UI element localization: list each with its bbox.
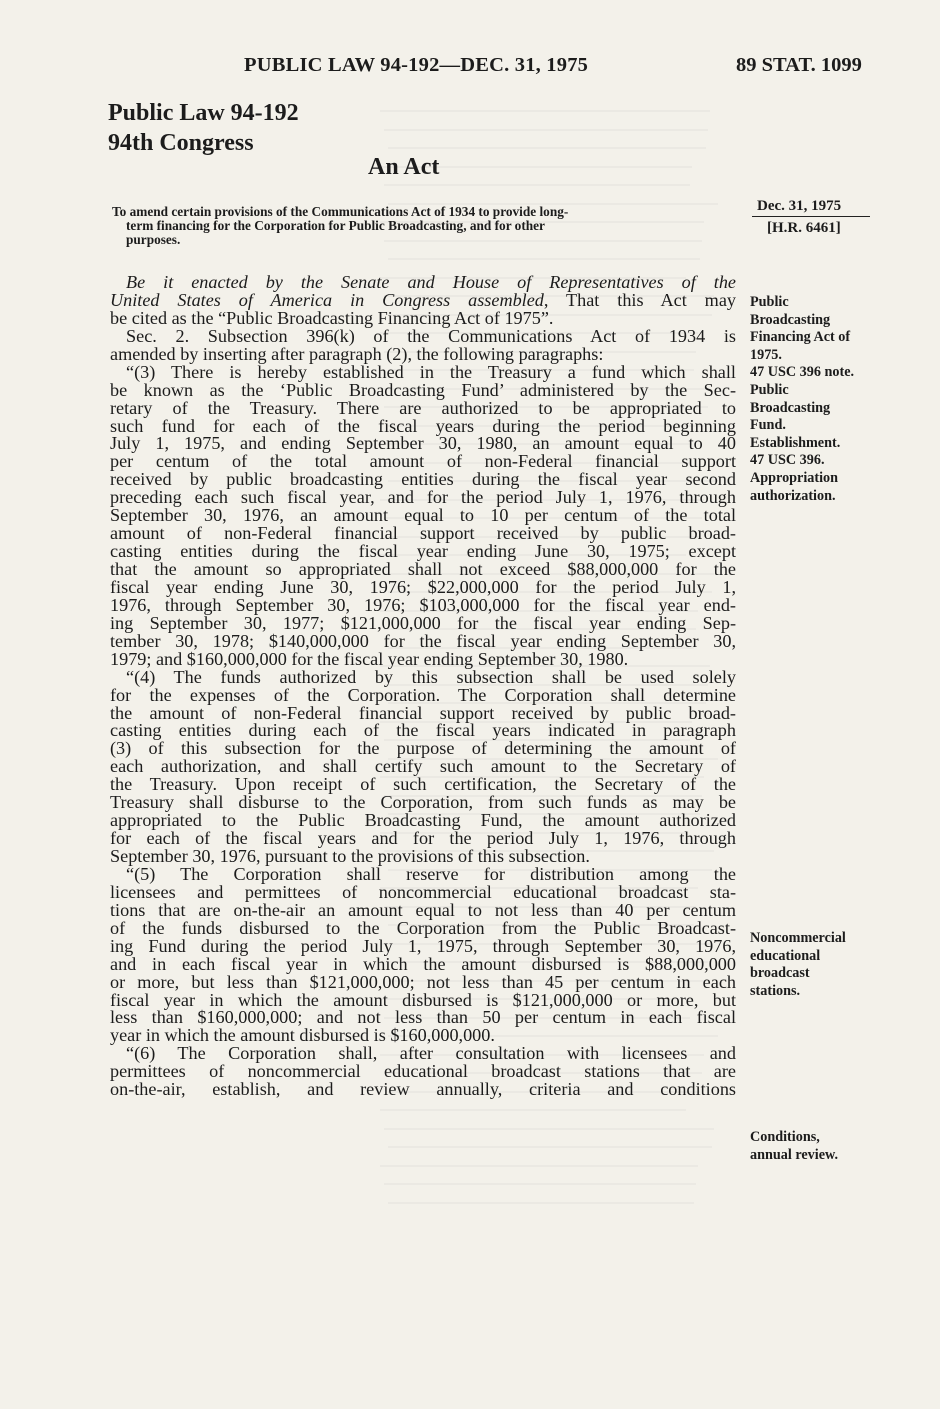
- body-line: received by public broadcasting entities during the fiscal year second: [110, 469, 736, 490]
- margin-note-line: Financing Act of: [750, 329, 851, 346]
- date-divider: [752, 216, 870, 217]
- margin-note-line: Appropriation: [750, 469, 839, 486]
- body-line: Sec. 2. Subsection 396(k) of the Communications Act of 1934 is: [126, 325, 736, 346]
- margin-note-line: 47 USC 396.: [750, 452, 825, 469]
- body-line: be known as the ‘Public Broadcasting Fund’ administered by the Sec-: [110, 379, 736, 400]
- body-line: July 1, 1975, and ending September 30, 1980, an amount equal to 40: [110, 433, 736, 454]
- body-line: for the expenses of the Corporation. The Corporation shall determine: [110, 684, 736, 705]
- body-line: each authorization, and shall certify such amount to the Secretary of: [110, 756, 736, 777]
- body-line: or more, but less than $121,000,000; not less than 45 per centum in each: [110, 971, 736, 992]
- congress-label: 94th Congress: [108, 130, 254, 156]
- body-line: “(6) The Corporation shall, after consultation with licensees and: [126, 1043, 736, 1064]
- body-line: “(5) The Corporation shall reserve for distribution among the: [126, 863, 736, 884]
- body-line: amended by inserting after paragraph (2), the following paragraphs:: [110, 343, 604, 364]
- body-line: and in each fiscal year in which the amount disbursed is $88,000,000: [110, 953, 736, 974]
- body-line: appropriated to the Public Broadcasting Fund, the amount authorized: [110, 810, 736, 831]
- body-line: “(4) The funds authorized by this subsection shall be used solely: [126, 666, 736, 687]
- purpose-line: To amend certain provisions of the Communications Act of 1934 to provide long-: [112, 204, 569, 219]
- margin-note-line: annual review.: [750, 1146, 839, 1163]
- body-line: September 30, 1976, an amount equal to 10 per centum of the total: [110, 505, 736, 526]
- body-line: tember 30, 1978; $140,000,000 for the fiscal year ending September 30,: [110, 630, 736, 651]
- body-line: Treasury shall disburse to the Corporation, from such funds as may be: [110, 792, 736, 813]
- margin-note-line: educational: [750, 947, 821, 964]
- margin-note-line: Noncommercial: [750, 930, 846, 946]
- body-line: 1976, through September 30, 1976; $103,000,000 for the fiscal year end-: [110, 594, 736, 615]
- body-line: fiscal year ending June 30, 1976; $22,000,000 for the period July 1,: [110, 576, 736, 597]
- body-line: such fund for each of the fiscal years during the period beginning: [110, 415, 736, 436]
- body-line: fiscal year in which the amount disbursed is $121,000,000 or more, but: [110, 989, 736, 1010]
- margin-note-conditions: [750, 1129, 880, 1164]
- enactment-date: Dec. 31, 1975: [757, 198, 842, 214]
- body-line: the Treasury. Upon receipt of such certification, the Secretary of the: [110, 774, 736, 795]
- margin-note-line: authorization.: [750, 487, 836, 504]
- body-line: year in which the amount disbursed is $160,000,000.: [110, 1025, 495, 1046]
- margin-note-line: 1975.: [750, 346, 782, 363]
- body-line: casting entities during each of the fiscal years indicated in paragraph: [110, 720, 736, 741]
- body-line: of the funds disbursed to the Corporation from the Public Broadcast-: [110, 917, 736, 938]
- body-line: 1979; and $160,000,000 for the fiscal year ending September 30, 1980.: [110, 648, 629, 669]
- margin-note-line: 47 USC 396 note.: [750, 364, 855, 381]
- margin-note-line: Broadcasting: [750, 311, 831, 328]
- margin-note-line: Broadcasting: [750, 399, 831, 416]
- act-label: An Act: [368, 154, 440, 180]
- purpose-line: term financing for the Corporation for Public Broadcasting, and for other: [126, 218, 545, 234]
- margin-note-financing: [750, 294, 880, 505]
- body-line: ing September 30, 1977; $121,000,000 for the fiscal year ending Sep-: [110, 612, 736, 633]
- body-line: on-the-air, establish, and review annually, criteria and conditions: [110, 1079, 736, 1100]
- body-line: Be it enacted by the Senate and House of Representatives of the: [126, 272, 736, 292]
- bill-number: [H.R. 6461]: [767, 220, 841, 236]
- purpose-clause: [112, 205, 734, 248]
- margin-note-line: Public: [750, 381, 789, 398]
- page-reference: 89 STAT. 1099: [736, 54, 862, 76]
- body-line: permittees of noncommercial educational broadcast stations that are: [110, 1061, 736, 1082]
- body-line: preceding each such fiscal year, and for the period July 1, 1976, through: [110, 487, 736, 508]
- body-line: be cited as the “Public Broadcasting Financing Act of 1975”.: [110, 307, 554, 328]
- body-line: the amount of non-Federal financial support received by public broad-: [110, 702, 736, 723]
- body-line: amount of non-Federal financial support received by public broad-: [110, 523, 736, 544]
- body-line: tions that are on-the-air an amount equal to not less than 40 per centum: [110, 899, 736, 920]
- margin-note-line: broadcast: [750, 965, 810, 982]
- body-line: (3) of this subsection for the purpose of determining the amount of: [110, 738, 736, 759]
- body-line: “(3) There is hereby established in the Treasury a fund which shall: [126, 361, 736, 382]
- purpose-line: purposes.: [126, 232, 181, 248]
- body-line: licensees and permittees of noncommercial educational broadcast sta-: [110, 881, 736, 902]
- body-line: retary of the Treasury. There are authorized to be appropriated to: [110, 397, 736, 418]
- body-line: that the amount so appropriated shall not exceed $88,000,000 for the: [110, 559, 736, 579]
- act-body: [110, 274, 736, 1099]
- running-title: PUBLIC LAW 94-192—DEC. 31, 1975: [244, 54, 589, 76]
- margin-note-line: stations.: [750, 982, 801, 999]
- body-line: ing Fund during the period July 1, 1975, through September 30, 1976,: [110, 935, 736, 956]
- body-line: casting entities during the fiscal year ending June 30, 1975; except: [110, 541, 736, 562]
- law-number: Public Law 94-192: [108, 100, 299, 126]
- margin-note-line: Fund.: [750, 417, 786, 434]
- body-line: per centum of the total amount of non-Federal financial support: [110, 451, 736, 472]
- body-line: United States of America in Congress assembled, That this Act may: [110, 289, 736, 310]
- margin-note-line: Public: [750, 294, 789, 310]
- body-line: for each of the fiscal years and for the period July 1, 1976, through: [110, 828, 736, 849]
- margin-note-noncommercial: [750, 930, 880, 1000]
- margin-note-line: Establishment.: [750, 434, 841, 451]
- body-line: less than $160,000,000; and not less than 50 per centum in each fiscal: [110, 1007, 736, 1028]
- body-line: September 30, 1976, pursuant to the provisions of this subsection.: [110, 846, 590, 866]
- margin-note-line: Conditions,: [750, 1129, 820, 1145]
